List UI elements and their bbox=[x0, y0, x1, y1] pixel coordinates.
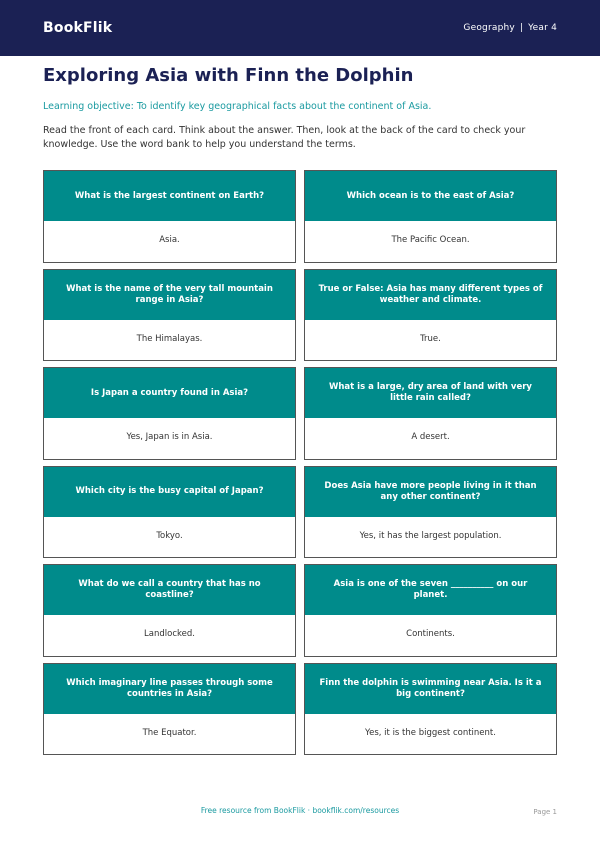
flashcard-grid bbox=[43, 170, 557, 755]
card-question: Which city is the busy capital of Japan? bbox=[44, 467, 295, 517]
card-answer: Asia. bbox=[44, 221, 295, 262]
card-question: What is a large, dry area of land with very little rain called? bbox=[305, 368, 556, 418]
flashcard[interactable] bbox=[304, 269, 557, 362]
card-question: Finn the dolphin is swimming near Asia. Is it a big continent? bbox=[305, 664, 556, 714]
flashcard[interactable] bbox=[304, 663, 557, 756]
subject-year bbox=[463, 23, 557, 33]
year-label: Year 4 bbox=[528, 23, 557, 33]
card-answer: Tokyo. bbox=[44, 517, 295, 558]
flashcard[interactable] bbox=[304, 466, 557, 559]
flashcard[interactable] bbox=[43, 170, 296, 263]
flashcard[interactable] bbox=[304, 367, 557, 460]
card-question: Which imaginary line passes through some countries in Asia? bbox=[44, 664, 295, 714]
card-question: Asia is one of the seven __________ on our planet. bbox=[305, 565, 556, 615]
page-header bbox=[0, 0, 600, 56]
card-answer: Yes, it is the biggest continent. bbox=[305, 714, 556, 755]
flashcard[interactable] bbox=[43, 663, 296, 756]
card-question: Does Asia have more people living in it than any other continent? bbox=[305, 467, 556, 517]
flashcard[interactable] bbox=[43, 466, 296, 559]
card-answer: Continents. bbox=[305, 615, 556, 656]
card-answer: The Pacific Ocean. bbox=[305, 221, 556, 262]
card-question: Which ocean is to the east of Asia? bbox=[305, 171, 556, 221]
card-answer: The Himalayas. bbox=[44, 320, 295, 361]
card-answer: A desert. bbox=[305, 418, 556, 459]
card-question: True or False: Asia has many different types of weather and climate. bbox=[305, 270, 556, 320]
card-question: What is the name of the very tall mountain range in Asia? bbox=[44, 270, 295, 320]
flashcard[interactable] bbox=[43, 269, 296, 362]
page-number: Page 1 bbox=[533, 808, 557, 816]
learning-objective: Learning objective: To identify key geographical facts about the continent of Asia. bbox=[43, 101, 432, 112]
card-answer: Landlocked. bbox=[44, 615, 295, 656]
card-question: What do we call a country that has no coastline? bbox=[44, 565, 295, 615]
card-answer: The Equator. bbox=[44, 714, 295, 755]
card-question: What is the largest continent on Earth? bbox=[44, 171, 295, 221]
card-question: Is Japan a country found in Asia? bbox=[44, 368, 295, 418]
flashcard[interactable] bbox=[304, 564, 557, 657]
card-answer: Yes, Japan is in Asia. bbox=[44, 418, 295, 459]
brand-logo[interactable]: BookFlik bbox=[43, 20, 113, 36]
flashcard[interactable] bbox=[43, 564, 296, 657]
subject-label: Geography bbox=[463, 23, 515, 33]
meta-separator: | bbox=[519, 23, 524, 33]
instructions: Read the front of each card. Think about the answer. Then, look at the back of the card to check your knowledge. Use the word bank to help you understand the terms. bbox=[43, 125, 526, 150]
flashcard[interactable] bbox=[304, 170, 557, 263]
card-answer: Yes, it has the largest population. bbox=[305, 517, 556, 558]
card-answer: True. bbox=[305, 320, 556, 361]
flashcard[interactable] bbox=[43, 367, 296, 460]
footer-link[interactable]: Free resource from BookFlik · bookflik.com/resources bbox=[200, 806, 400, 815]
page-title: Exploring Asia with Finn the Dolphin bbox=[43, 65, 414, 86]
